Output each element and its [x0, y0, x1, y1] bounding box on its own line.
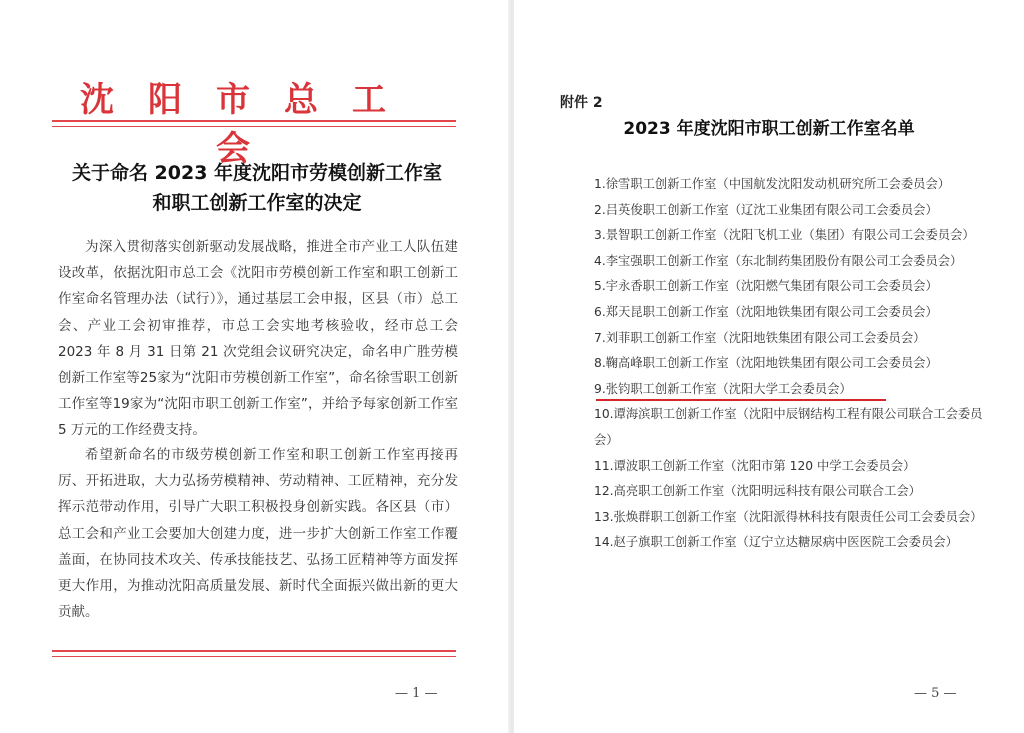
highlight-underline	[596, 399, 886, 401]
list-item: 1.徐雪职工创新工作室（中国航发沈阳发动机研究所工会委员会）	[594, 177, 951, 191]
body-paragraph-2: 希望新命名的市级劳模创新工作室和职工创新工作室再接再厉、开拓进取，大力弘扬劳模精神、劳动精神、工匠精神，充分发挥示范带动作用，引导广大职工积极投身创新实践。各区县（市）总工会和产业工会要加大创建力度，进一步扩大创新工作室工作覆盖面，在协同技术攻关、传承技能技艺、弘扬工匠精神等方面发挥更大作用，为推动沈阳高质量发展、新时代全面振兴做出新的更大贡献。	[58, 447, 458, 621]
list-item: 6.郑天昆职工创新工作室（沈阳地铁集团有限公司工会委员会）	[594, 304, 938, 319]
list-item: 2.吕英俊职工创新工作室（辽沈工业集团有限公司工会委员会）	[594, 202, 938, 217]
list-item: 3.景智职工创新工作室（沈阳飞机工业（集团）有限公司工会委员会）	[594, 228, 975, 243]
body-paragraph-1: 为深入贯彻落实创新驱动发展战略，推进全市产业工人队伍建设改革，依据沈阳市总工会《沈阳市劳模创新工作室和职工创新工作室命名管理办法（试行）》，通过基层工会申报，区县（市）总工会、产业工会初审推荐，市总工会实地考核验收，经市总工会 2023 年 8 月 31 日第 21 次党组会议研究决定，命名申广胜劳模创新工作室等25家为“沈阳市劳模创新工作室”，命名徐雪职工创新工作室等19家为“沈阳市职工创新工作室”，并给予每家创新工作室 5 万元的工作经费支持。	[58, 239, 458, 439]
list-item: 13.张焕群职工创新工作室（沈阳派得林科技有限责任公司工会委员会）	[594, 509, 983, 524]
footer-rule	[52, 650, 456, 652]
list-item: 4.李宝强职工创新工作室（东北制药集团股份有限公司工会委员会）	[594, 253, 963, 268]
list-item: 12.高亮职工创新工作室（沈阳明远科技有限公司联合工会）	[594, 484, 921, 499]
studio-list	[594, 172, 989, 556]
footer-rule-thin	[52, 656, 456, 657]
decision-title-line2: 和职工创新工作室的决定	[152, 192, 362, 214]
list-item: 7.刘菲职工创新工作室（沈阳地铁集团有限公司工会委员会）	[594, 330, 926, 345]
list-item: 10.谭海滨职工创新工作室（沈阳中辰钢结构工程有限公司联合工会委员会）	[594, 407, 983, 447]
page-number-left: — 1 —	[395, 686, 438, 701]
attachment-label: 附件 2	[560, 95, 603, 111]
list-item: 14.赵子旗职工创新工作室（辽宁立达糖尿病中医医院工会委员会）	[594, 535, 958, 550]
right-page	[514, 0, 1024, 733]
list-item-highlighted: 9.张钧职工创新工作室（沈阳大学工会委员会）	[594, 381, 852, 396]
page-number-right: — 5 —	[914, 686, 957, 701]
list-item: 11.谭波职工创新工作室（沈阳市第 120 中学工会委员会）	[594, 458, 916, 473]
list-title: 2023 年度沈阳市职工创新工作室名单	[623, 119, 915, 139]
header-rule-thin	[52, 126, 456, 127]
list-item: 5.宇永香职工创新工作室（沈阳燃气集团有限公司工会委员会）	[594, 279, 938, 294]
decision-title-line1: 关于命名 2023 年度沈阳市劳模创新工作室	[71, 162, 443, 184]
list-item: 8.鞠高峰职工创新工作室（沈阳地铁集团有限公司工会委员会）	[594, 356, 938, 371]
org-header: 沈阳市总工会	[80, 80, 420, 169]
decision-title	[52, 158, 462, 218]
header-rule	[52, 120, 456, 122]
left-page	[0, 0, 510, 733]
